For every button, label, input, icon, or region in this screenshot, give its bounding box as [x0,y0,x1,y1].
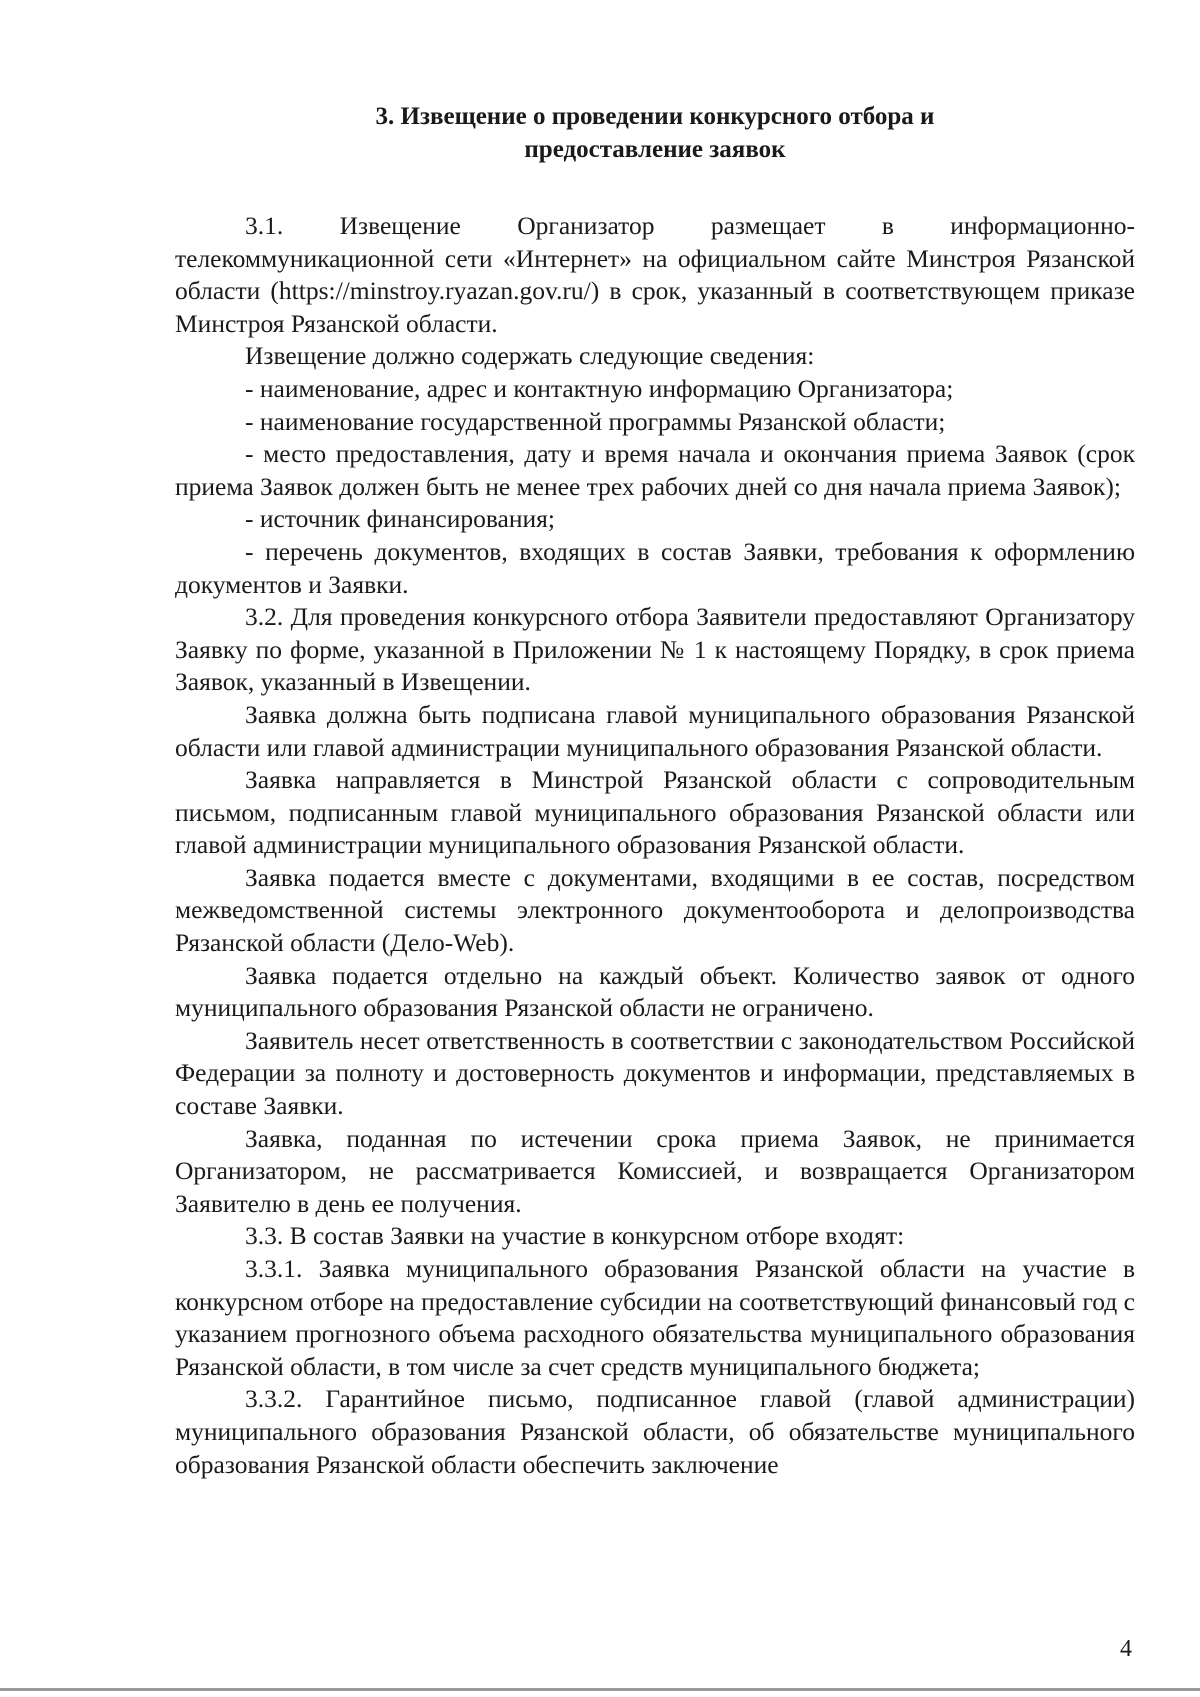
section-heading-line-1: 3. Извещение о проведении конкурсного отбора и [375,103,935,130]
list-item-documents-list: - перечень документов, входящих в состав Заявки, требования к оформлению документов и Заявки. [175,536,1135,599]
page-number: 4 [1120,1636,1132,1662]
list-item-state-program: - наименование государственной программы Рязанской области; [245,406,946,436]
paragraph-application-submission: Заявка направляется в Минстрой Рязанской области с сопроводительным письмом, подписанным главой муниципального образования Рязанской области или главой администрации муниципального образования Рязанской области. [175,765,1135,860]
paragraph-3-3-1: 3.3.1. Заявка муниципального образования Рязанской области на участие в конкурсном отборе на предоставление субсидии на соответствующий финансовый год с указанием прогнозного объема расходного обязательства муниципального образования Рязанской области, в том числе за счет средств муниципального бюджета; [175,1254,1135,1381]
paragraph-3-2: 3.2. Для проведения конкурсного отбора Заявители предоставляют Организатору Заявку по форме, указанной в Приложении № 1 к настоящему Порядку, в срок приема Заявок, указанный в Извещении. [175,602,1135,697]
paragraph-application-delo-web: Заявка подается вместе с документами, входящими в ее состав, посредством межведомственной системы электронного документооборота и делопроизводства Рязанской области (Дело-Web). [175,862,1135,958]
list-item-funding-source: - источник финансирования; [245,504,555,534]
document-body [175,210,1135,1481]
list-item-organizer-info: - наименование, адрес и контактную информацию Организатора; [245,373,954,403]
paragraph-late-application: Заявка, поданная по истечении срока приема Заявок, не принимается Организатором, не рассматривается Комиссией, и возвращается Организатором Заявителю в день ее получения. [175,1123,1135,1218]
paragraph-applicant-responsibility: Заявитель несет ответственность в соответствии с законодательством Российской Федерации за полноту и достоверность документов и информации, представляемых в составе Заявки. [175,1025,1135,1121]
paragraph-3-3-2: 3.3.2. Гарантийное письмо, подписанное главой (главой администрации) муниципального образования Рязанской области, об обязательстве муниципального образования Рязанской области обеспечить заключение [175,1384,1135,1479]
bottom-rule [0,1688,1200,1691]
paragraph-notice-contents: Извещение должно содержать следующие сведения: [245,341,815,371]
list-item-place-and-dates: - место предоставления, дату и время начала и окончания приема Заявок (срок приема Заявок должен быть не менее трех рабочих дней со дня начала приема Заявок); [175,439,1135,501]
paragraph-3-1: 3.1. Извещение Организатор размещает в информационно-телекоммуникационной сети «Интернет» на официальном сайте Минстроя Рязанской области (https://minstroy.ryazan.gov.ru/) в срок, указанный в соответствующем приказе Минстроя Рязанской области. [175,211,1135,338]
paragraph-application-signature: Заявка должна быть подписана главой муниципального образования Рязанской области или главой администрации муниципального образования Рязанской области. [175,699,1135,762]
paragraph-application-per-object: Заявка подается отдельно на каждый объект. Количество заявок от одного муниципального образования Рязанской области не ограничено. [175,960,1135,1023]
section-heading-line-2: предоставление заявок [524,136,786,163]
paragraph-3-3: 3.3. В состав Заявки на участие в конкурсном отборе входят: [245,1221,905,1251]
section-heading [175,100,1135,166]
